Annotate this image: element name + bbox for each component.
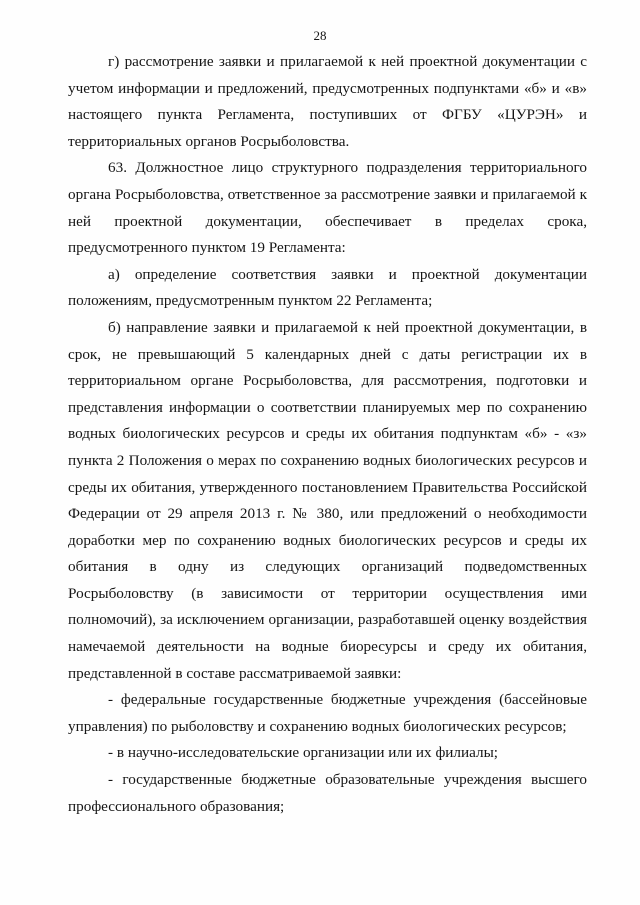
page-number: 28 xyxy=(313,28,327,43)
list-item-research-organizations: - в научно-исследовательские организации или их филиалы; xyxy=(108,744,499,762)
paragraph-63b: б) направление заявки и прилагаемой к ней проектной документации, в срок, не превышающий 5 календарных дней с даты регистрации их в территориальном органе Росрыболовства, для рассмотрения, подготовки и представления информации о соответствии планируемых мер по сохранению водных биологических ресурсов и среды их обитания подпунктам «б» - «з» пункта 2 Положения о мерах по сохранению водных биологических ресурсов и среды их обитания, утвержденного постановлением Правительства Российской Федерации от 29 апреля 2013 г. № 380, или предложений о необходимости доработки мер по сохранению водных биологических ресурсов и среды их обитания в одну из следующих организаций подведомственных Росрыболовству (в зависимости от территории осуществления ими полномочий), за исключением организации, разработавшей оценку воздействия намечаемой деятельности на водные биоресурсы и среду их обитания, представленной в составе рассматриваемой заявки: xyxy=(68,318,587,682)
paragraph-62g-review: г) рассмотрение заявки и прилагаемой к ней проектной документации с учетом информации и предложений, предусмотренных подпунктами «б» и «в» настоящего пункта Регламента, поступивших от ФГБУ «ЦУРЭН» и территориальных органов Росрыболовства. xyxy=(68,53,587,150)
list-item-higher-education: - государственные бюджетные образовательные учреждения высшего профессионального образования; xyxy=(68,771,587,815)
document-body xyxy=(68,49,587,820)
paragraph-63-intro: 63. Должностное лицо структурного подразделения территориального органа Росрыболовства, ответственное за рассмотрение заявки и прилагаемой к ней проектной документации, обеспечивает в пределах срока, предусмотренного пунктом 19 Регламента: xyxy=(68,159,587,257)
list-item-federal-institutions: - федеральные государственные бюджетные учреждения (бассейновые управления) по рыболовству и сохранению водных биологических ресурсов; xyxy=(68,691,587,735)
paragraph-63a: а) определение соответствия заявки и проектной документации положениям, предусмотренным пунктом 22 Регламента; xyxy=(68,265,587,310)
